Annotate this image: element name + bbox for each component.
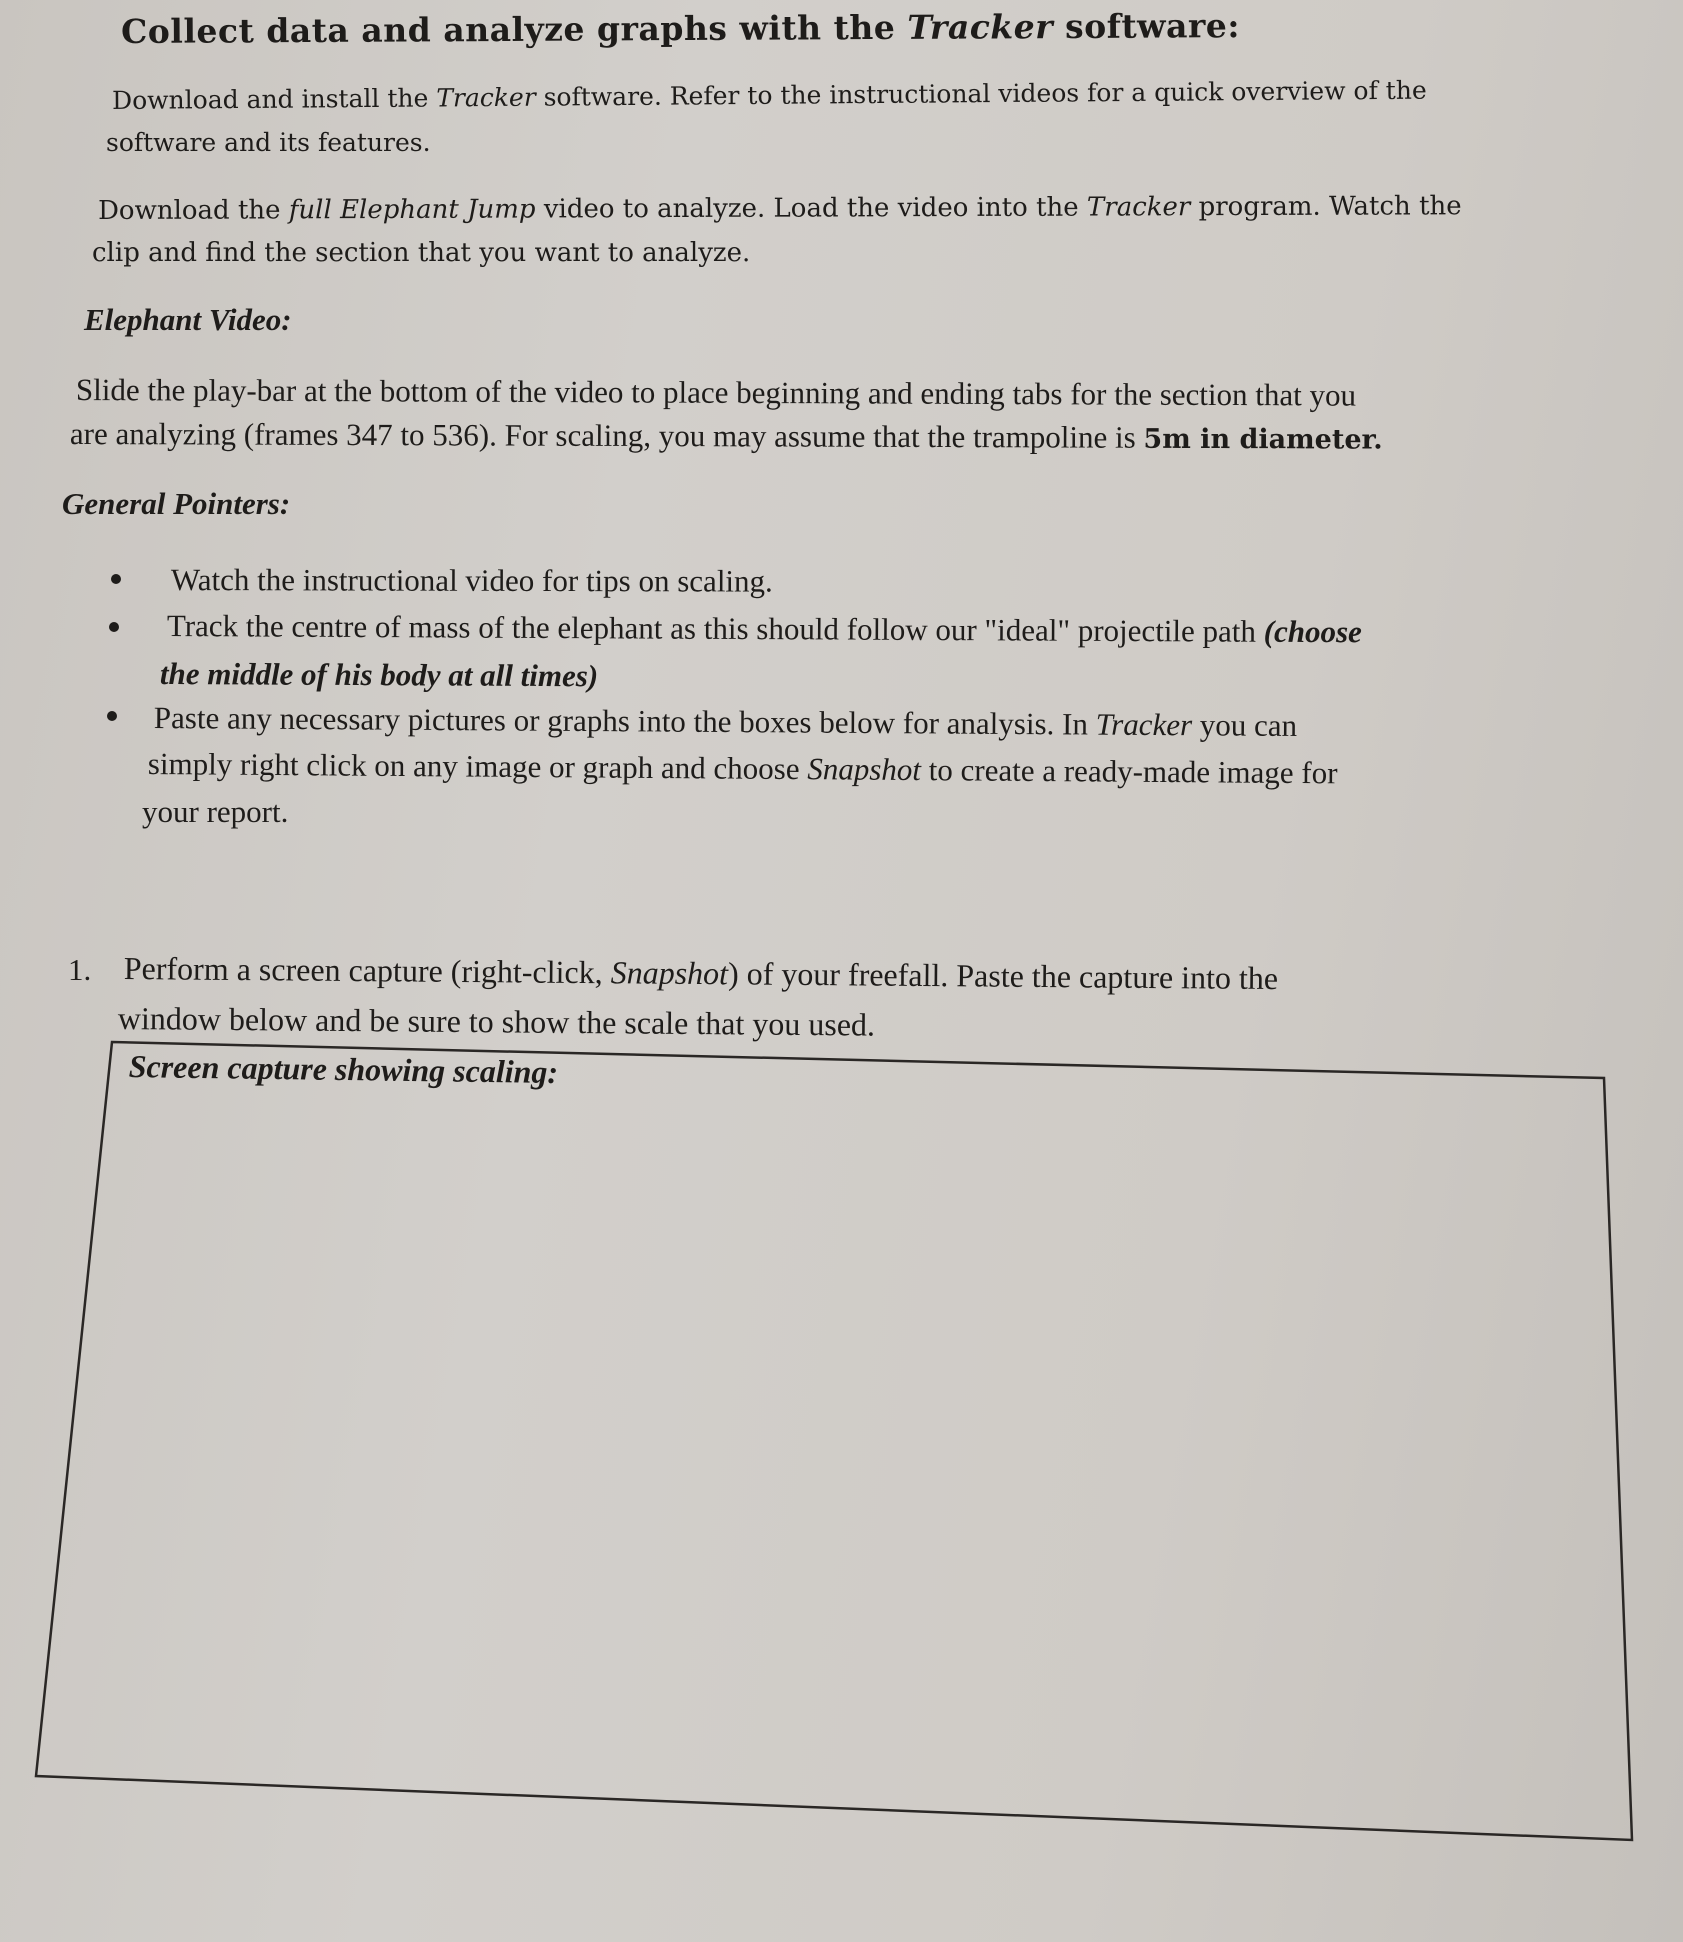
pointer-3-line-3: your report. [142,794,289,829]
video-instructions-line-2: clip and find the section that you want to analyze. [92,238,751,268]
bullet-2-icon [109,622,119,632]
screen-capture-label: Screen capture showing scaling: [128,1048,559,1090]
elephant-video-heading: Elephant Video: [84,302,292,337]
question-1-line-1: Perform a screen capture (right-click, Snapshot) of your freefall. Paste the capture into the [123,950,1279,997]
install-instructions-line-1: Download and install the Tracker software. Refer to the instructional videos for a quick overview of the [112,75,1427,115]
pointer-2-line-2: the middle of his body at all times) [159,656,599,694]
pointer-3-line-1: Paste any necessary pictures or graphs into the boxes below for analysis. In Tracker you can [153,700,1298,743]
elephant-instructions-line-2: are analyzing (frames 347 to 536). For scaling, you may assume that the trampoline is 5m in diameter. [69,416,1383,456]
pointer-1: Watch the instructional video for tips on scaling. [170,562,773,599]
question-1-line-2: window below and be sure to show the scale that you used. [117,1000,876,1043]
install-instructions-line-2: software and its features. [106,128,431,157]
pointer-2-line-1: Track the centre of mass of the elephant as this should follow our "ideal" projectile path (choose [166,608,1362,650]
page-title: Collect data and analyze graphs with the Tracker software: [121,6,1241,51]
bullet-3-icon [107,711,117,721]
video-instructions-line-1: Download the full Elephant Jump video to analyze. Load the video into the Tracker program. Watch the [98,191,1462,226]
elephant-instructions-line-1: Slide the play-bar at the bottom of the video to place beginning and ending tabs for the section that you [75,372,1357,413]
screen-capture-box-border [36,1042,1632,1840]
question-1-number: 1. [68,952,92,987]
pointer-3-line-2: simply right click on any image or graph and choose Snapshot to create a ready-made image for [147,746,1338,791]
bullet-1-icon [111,574,121,584]
general-pointers-heading: General Pointers: [62,486,291,521]
